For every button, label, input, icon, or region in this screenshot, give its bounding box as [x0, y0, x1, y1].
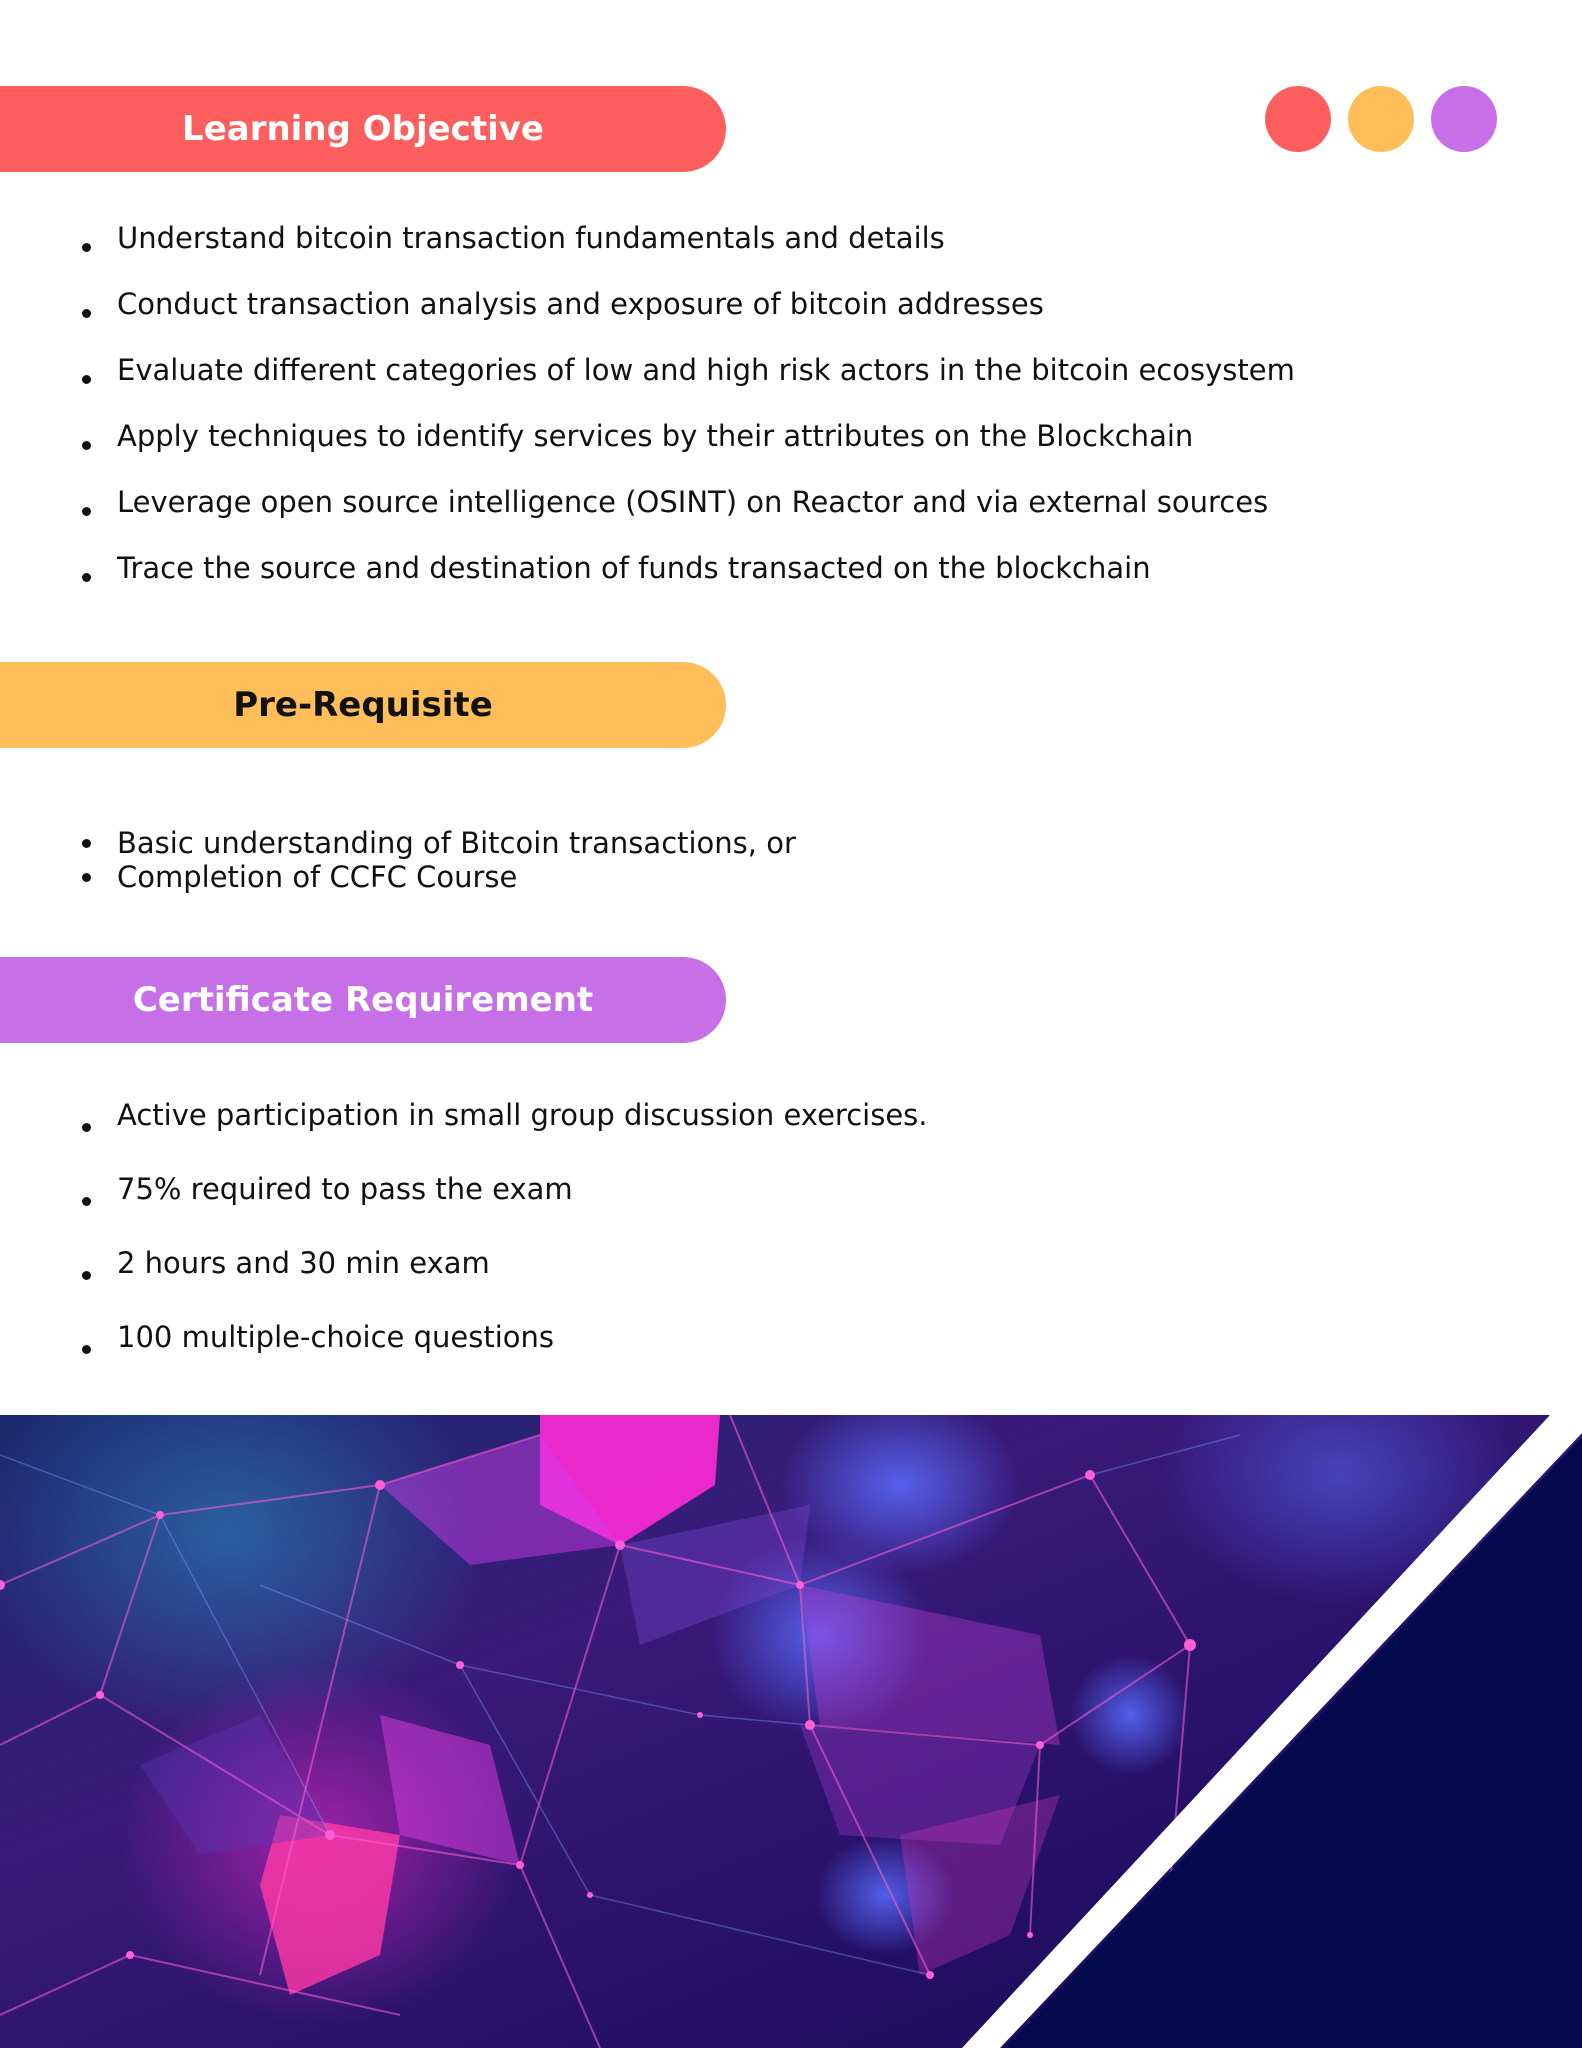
certificate-requirement-heading [0, 957, 726, 1043]
list-item: Conduct transaction analysis and exposure of bitcoin addresses [80, 280, 1295, 346]
list-item: Active participation in small group discussion exercises. [80, 1090, 928, 1164]
list-item: Evaluate different categories of low and high risk actors in the bitcoin ecosystem [80, 346, 1295, 412]
certificate-requirement-list [80, 1090, 928, 1386]
list-item: Understand bitcoin transaction fundamentals and details [80, 214, 1295, 280]
certificate-requirement-title: Certificate Requirement [132, 980, 594, 1020]
list-item: Basic understanding of Bitcoin transactions, or [80, 826, 796, 860]
learning-objective-list [80, 214, 1295, 610]
red-dot-icon [1265, 86, 1331, 152]
list-item: 2 hours and 30 min exam [80, 1238, 928, 1312]
pre-requisite-title: Pre-Requisite [233, 685, 493, 725]
pre-requisite-heading [0, 662, 726, 748]
list-item: Apply techniques to identify services by their attributes on the Blockchain [80, 412, 1295, 478]
network-banner-image [0, 1415, 1582, 2048]
yellow-dot-icon [1348, 86, 1414, 152]
list-item: Completion of CCFC Course [80, 860, 796, 894]
list-item: Leverage open source intelligence (OSINT) on Reactor and via external sources [80, 478, 1295, 544]
list-item: Trace the source and destination of funds transacted on the blockchain [80, 544, 1295, 610]
pre-requisite-list [80, 826, 796, 894]
learning-objective-heading [0, 86, 726, 172]
list-item: 75% required to pass the exam [80, 1164, 928, 1238]
list-item: 100 multiple-choice questions [80, 1312, 928, 1386]
learning-objective-title: Learning Objective [182, 109, 544, 149]
purple-dot-icon [1431, 86, 1497, 152]
